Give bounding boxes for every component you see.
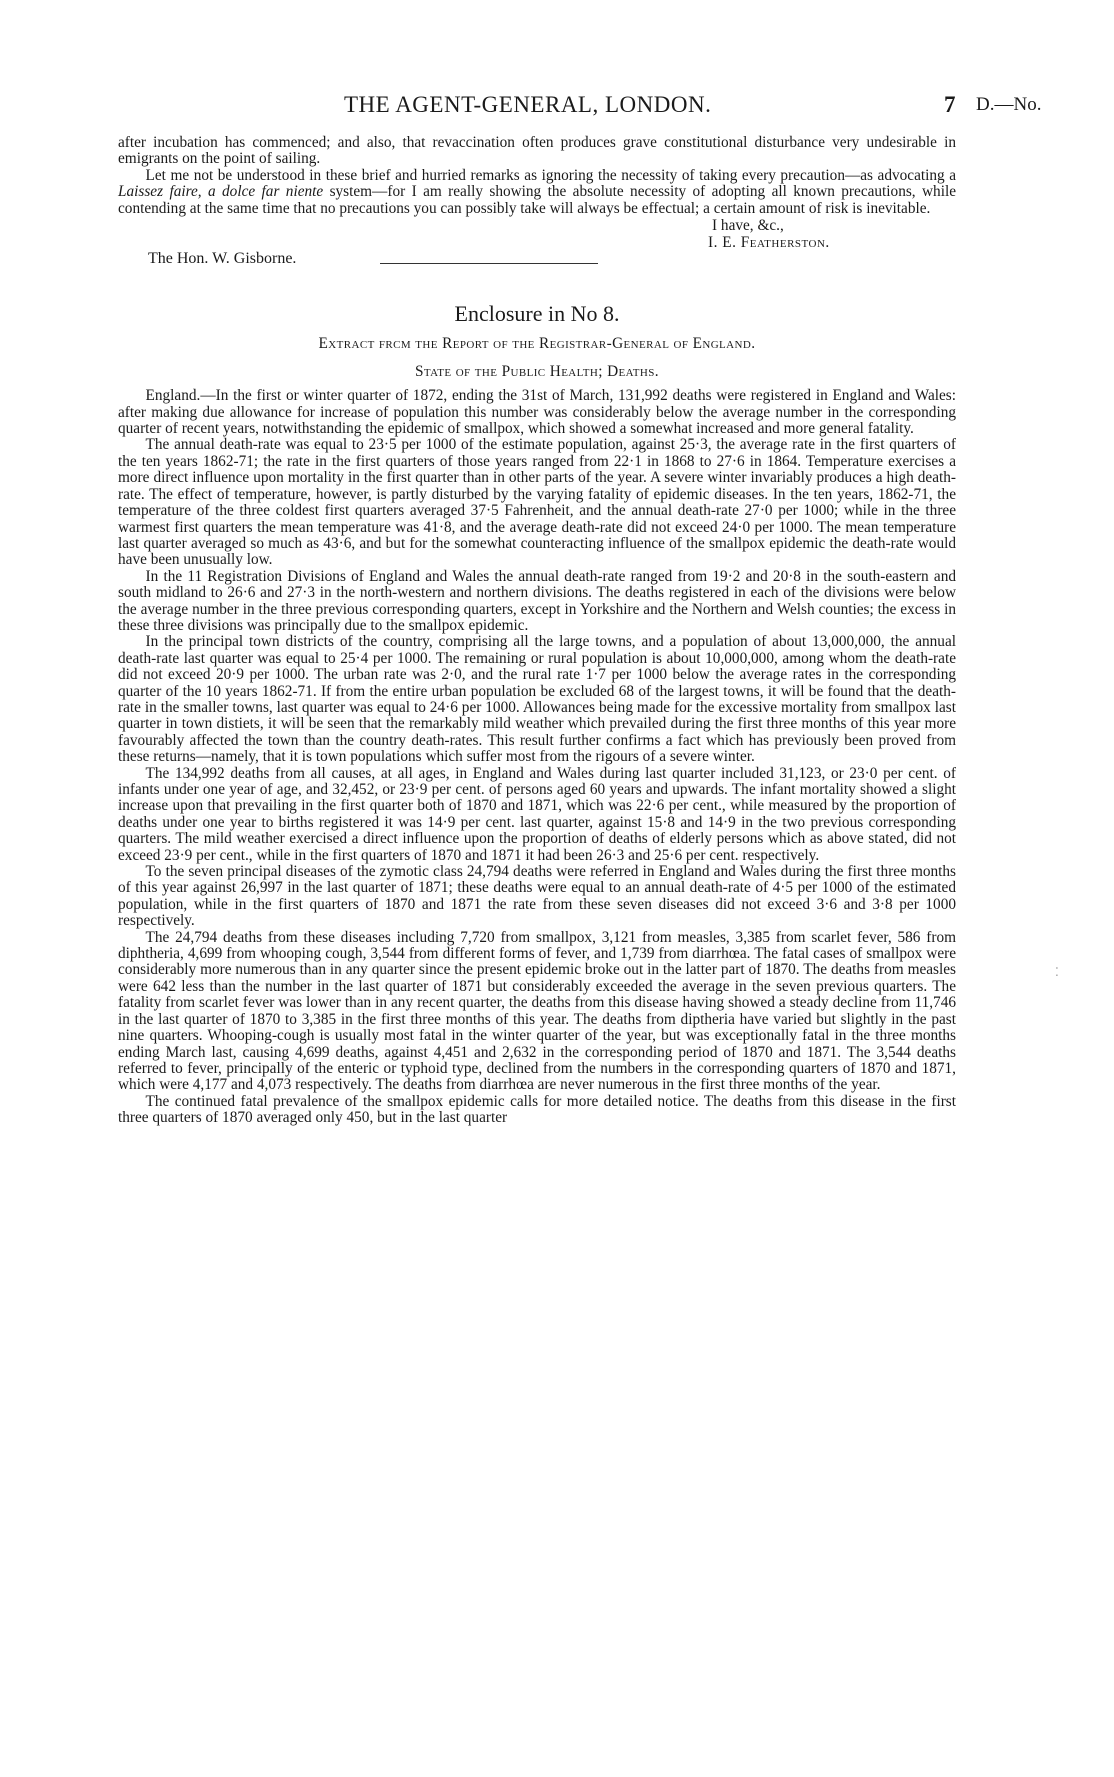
margin-specks: ⁚ (1055, 965, 1059, 979)
body-paragraph: The 134,992 deaths from all causes, at all ages, in England and Wales during last quarter included 31,123, or 23·0 per cent. of infants under one year of age, and 32,452, or 23·9 per cent. of persons aged 60 years and upwards. The infant mortality showed a slight increase upon that prevailing in the first quarter both of 1870 and 1871, which was 22·6 per cent., while measured by the proportion of deaths under one year to births registered it was 14·9 per cent. last quarter, against 15·8 and 14·9 in the two previous corresponding quarters. The mild weather exercised a direct influence upon the proportion of deaths of elderly persons which as above stated, did not exceed 23·9 per cent., while in the first quarters of 1870 and 1871 it had been 26·3 and 25·6 per cent. respectively. (118, 764, 956, 864)
page-content (118, 135, 956, 1127)
document-reference: D.—No. (976, 94, 1042, 115)
body-paragraph: To the seven principal diseases of the zymotic class 24,794 deaths were referred in England and Wales during the first three months of this year against 26,997 in the last quarter of 1871; these deaths were equal to an annual death-rate of 4·5 per 1000 of the estimated population, while in the first quarters of 1870 and 1871 the rate from these seven diseases did not exceed 3·6 and 3·8 per 1000 respectively. (118, 863, 956, 930)
letter-paragraph-1: after incubation has commenced; and also, that revaccination often produces grave constitutional disturbance very undesirable in emigrants on the point of sailing. (118, 134, 956, 168)
letter-paragraph-2-part-a: Let me not be understood in these brief and hurried remarks as ignoring the necessity of taking every precaution—as advocating a (145, 166, 956, 184)
running-head: THE AGENT-GENERAL, LONDON. (344, 92, 712, 117)
extract-heading: Extract frcm the Report of the Registrar-General of England. (318, 335, 756, 353)
section-divider (380, 263, 598, 264)
body-paragraph: In the 11 Registration Divisions of England and Wales the annual death-rate ranged from 19·2 and 20·8 in the south-eastern and south midland to 26·6 and 27·3 in the north-western and northern divisions. The deaths registered in each of the divisions were below the average number in the three previous corresponding quarters, except in Yorkshire and the Northern and Welsh counties; the excess in these three divisions was principally due to the smallpox epidemic. (118, 567, 956, 634)
signature-block (118, 218, 956, 298)
body-paragraph: England.—In the first or winter quarter of 1872, ending the 31st of March, 131,992 deaths were registered in England and Wales: after making due allowance for increase of population this number was considerably below the average number in the corresponding quarter of recent years, notwithstanding the epidemic of smallpox, which showed a somewhat increased and more general fatality. (118, 387, 956, 438)
letter-paragraph-2 (118, 168, 956, 217)
section-heading: State of the Public Health; Deaths. (414, 362, 659, 380)
body-paragraph: The 24,794 deaths from these diseases including 7,720 from smallpox, 3,121 from measles, 3,385 from scarlet fever, 586 from diphtheria, 4,699 from whooping cough, 3,544 from different forms of fever, and 1,739 from diarrhœa. The fatal cases of smallpox were considerably more numerous than in any quarter since the present epidemic broke out in the latter part of 1870. The deaths from measles were 642 less than the number in the last quarter of 1871 but considerably exceeded the average in the seven previous quarters. The fatality from scarlet fever was lower than in any recent quarter, the deaths from this disease having showed a steady decline from 11,746 in the last quarter of 1870 to 3,385 in the first three months of this year. The deaths from diptheria have varied but slightly in the past nine quarters. Whooping-cough is usually most fatal in the winter quarter of the year, but was exceptionally fatal in the three months ending March last, causing 4,699 deaths, against 4,451 and 2,632 in the corresponding period of 1870 and 1871. The 3,544 deaths referred to fever, principally of the enteric or typhoid type, declined from the numbers in the corresponding quarters of 1870 and 1871, which were 4,177 and 4,073 respectively. The deaths from diarrhœa are never numerous in the first three months of the year. (118, 928, 956, 1094)
body-paragraph: In the principal town districts of the country, comprising all the large towns, and a population of about 13,000,000, the annual death-rate last quarter was equal to 25·4 per 1000. The remaining or rural population is about 10,000,000, among whom the death-rate did not exceed 20·9 per 1000. The urban rate was 2·0, and the rural rate 1·7 per 1000 below the average rates in the corresponding quarter of the 10 years 1862-71. If from the entire urban population be excluded 68 of the largest towns, it will be found that the death-rate in the smaller towns, last quarter was equal to 24·6 per 1000. Allowances being made for the excessive mortality from smallpox last quarter in town distiets, it will be seen that the remarkably mild weather which prevailed during the first three months of this year more favourably affected the town than the country death-rates. This result further confirms a fact which has previously been proved from these returns—namely, that it is town populations which suffer most from the rigours of a severe winter. (118, 633, 956, 766)
letter-paragraph-2-part-b: system—for I am really showing the absolute necessity of adopting all known precautions, while contending at the same time that no precautions you can possibly take will always be effectual; a certain amount of risk is inevitable. (118, 183, 956, 217)
body-paragraph: The continued fatal prevalence of the smallpox epidemic calls for more detailed notice. The deaths from this disease in the first three quarters of 1870 averaged only 450, but in the last quarter (118, 1092, 956, 1127)
page-header (118, 92, 1078, 126)
letter-paragraph-2-italic: Laissez faire, a dolce far niente (118, 183, 324, 201)
enclosure-title: Enclosure in No 8. (454, 301, 620, 327)
body-paragraph: The annual death-rate was equal to 23·5 per 1000 of the estimate population, against 25·3, the average rate in the first quarters of the ten years 1862-71; the rate in the first quarters of those years ranged from 22·1 in 1868 to 27·6 in 1864. Temperature exercises a more direct influence upon mortality in the first quarter than in other parts of the year. A severe winter invariably produces a high death-rate. The effect of temperature, however, is partly disturbed by the varying fatality of epidemic diseases. In the ten years, 1862-71, the temperature of the three coldest first quarters averaged 37·5 Fahrenheit, and the annual death-rate 27·0 per 1000; while in the three warmest first quarters the mean temperature was 41·8, and the average death-rate did not exceed 24·0 per 1000. The mean temperature last quarter averaged so much as 43·6, and but for the somewhat counteracting influence of the smallpox epidemic the death-rate would have been unusually low. (118, 436, 956, 569)
addressee: The Hon. W. Gisborne. (148, 250, 297, 268)
letter-closing: I have, &c., (712, 217, 784, 235)
signature: I. E. Featherston. (708, 234, 830, 252)
page-number: 7 (944, 92, 956, 117)
